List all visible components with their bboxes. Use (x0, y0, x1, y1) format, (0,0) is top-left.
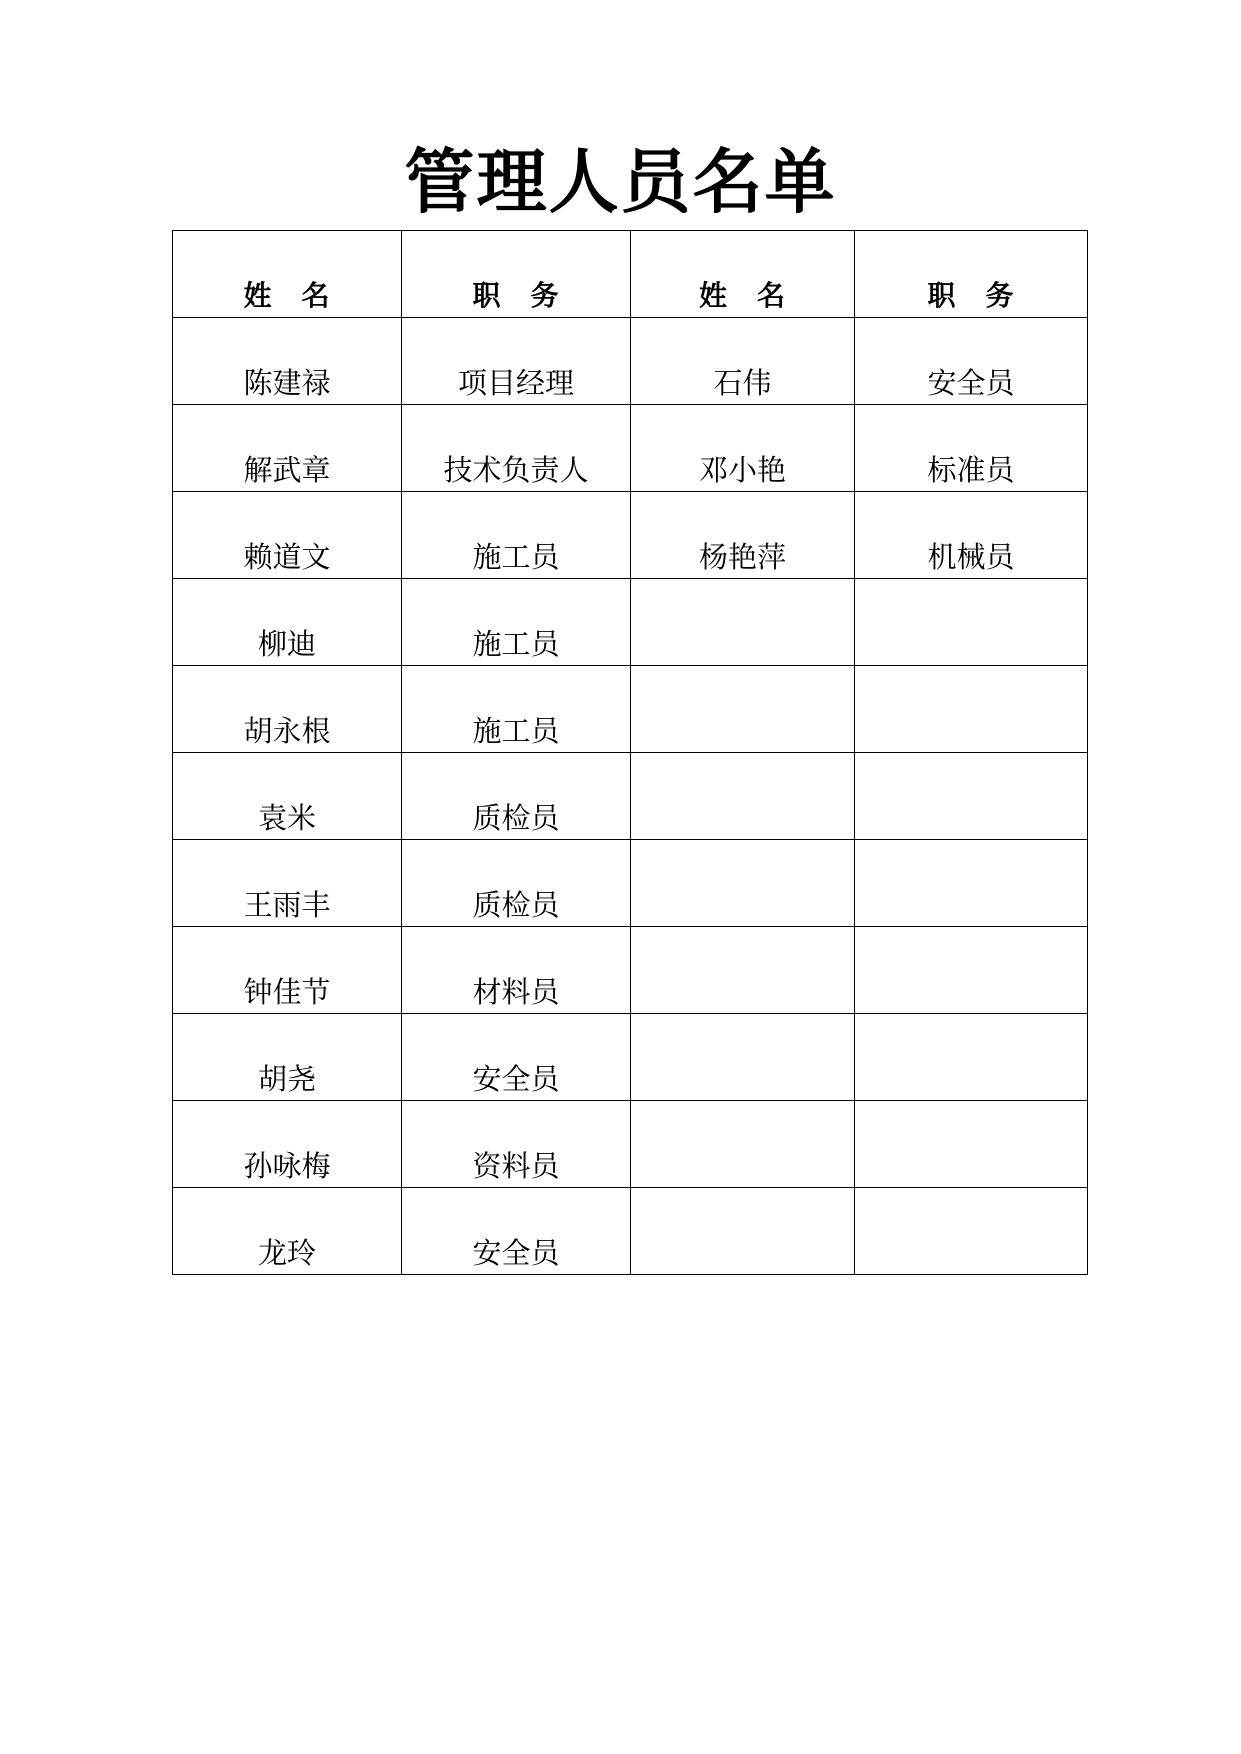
table-row (173, 1188, 1088, 1275)
name-cell: 石伟 (631, 318, 855, 405)
header-label: 职 务 (927, 279, 1015, 312)
name-cell: 杨艳萍 (631, 492, 855, 579)
position-cell (855, 927, 1088, 1014)
table-row (173, 492, 1088, 579)
position-cell: 施工员 (402, 579, 631, 666)
name-cell: 袁米 (173, 753, 402, 840)
position-cell: 材料员 (402, 927, 631, 1014)
position-cell: 施工员 (402, 492, 631, 579)
name-cell: 胡永根 (173, 666, 402, 753)
position-cell: 安全员 (402, 1014, 631, 1101)
header-label: 姓 名 (698, 279, 786, 312)
name-cell: 陈建禄 (173, 318, 402, 405)
name-cell: 赖道文 (173, 492, 402, 579)
table-row (173, 579, 1088, 666)
position-cell (855, 1014, 1088, 1101)
name-cell: 钟佳节 (173, 927, 402, 1014)
table-row (173, 840, 1088, 927)
position-cell: 资料员 (402, 1101, 631, 1188)
name-cell (631, 1014, 855, 1101)
table-row (173, 666, 1088, 753)
position-cell (855, 753, 1088, 840)
position-cell (855, 666, 1088, 753)
name-cell (631, 1101, 855, 1188)
name-cell: 龙玲 (173, 1188, 402, 1275)
name-cell (631, 579, 855, 666)
name-cell (631, 666, 855, 753)
table-row (173, 1101, 1088, 1188)
header-label: 姓 名 (243, 279, 331, 312)
position-cell (855, 1101, 1088, 1188)
header-cell-position-1 (402, 231, 631, 318)
header-cell-position-2 (855, 231, 1088, 318)
position-cell: 安全员 (402, 1188, 631, 1275)
table-row (173, 405, 1088, 492)
name-cell: 柳迪 (173, 579, 402, 666)
table-row (173, 753, 1088, 840)
position-cell: 质检员 (402, 840, 631, 927)
name-cell (631, 1188, 855, 1275)
name-cell (631, 927, 855, 1014)
position-cell: 质检员 (402, 753, 631, 840)
position-cell (855, 1188, 1088, 1275)
name-cell: 邓小艳 (631, 405, 855, 492)
table-row (173, 927, 1088, 1014)
name-cell: 孙咏梅 (173, 1101, 402, 1188)
position-cell: 施工员 (402, 666, 631, 753)
position-cell: 技术负责人 (402, 405, 631, 492)
table-header-row (173, 231, 1088, 318)
name-cell (631, 753, 855, 840)
header-label: 职 务 (472, 279, 560, 312)
position-cell: 机械员 (855, 492, 1088, 579)
header-cell-name-2 (631, 231, 855, 318)
position-cell (855, 840, 1088, 927)
staff-roster-table (172, 230, 1088, 1275)
table-row (173, 318, 1088, 405)
name-cell: 王雨丰 (173, 840, 402, 927)
name-cell: 解武章 (173, 405, 402, 492)
header-cell-name-1 (173, 231, 402, 318)
position-cell: 安全员 (855, 318, 1088, 405)
name-cell (631, 840, 855, 927)
position-cell: 项目经理 (402, 318, 631, 405)
position-cell: 标准员 (855, 405, 1088, 492)
position-cell (855, 579, 1088, 666)
page-title: 管理人员名单 (404, 140, 837, 223)
name-cell: 胡尧 (173, 1014, 402, 1101)
table-row (173, 1014, 1088, 1101)
